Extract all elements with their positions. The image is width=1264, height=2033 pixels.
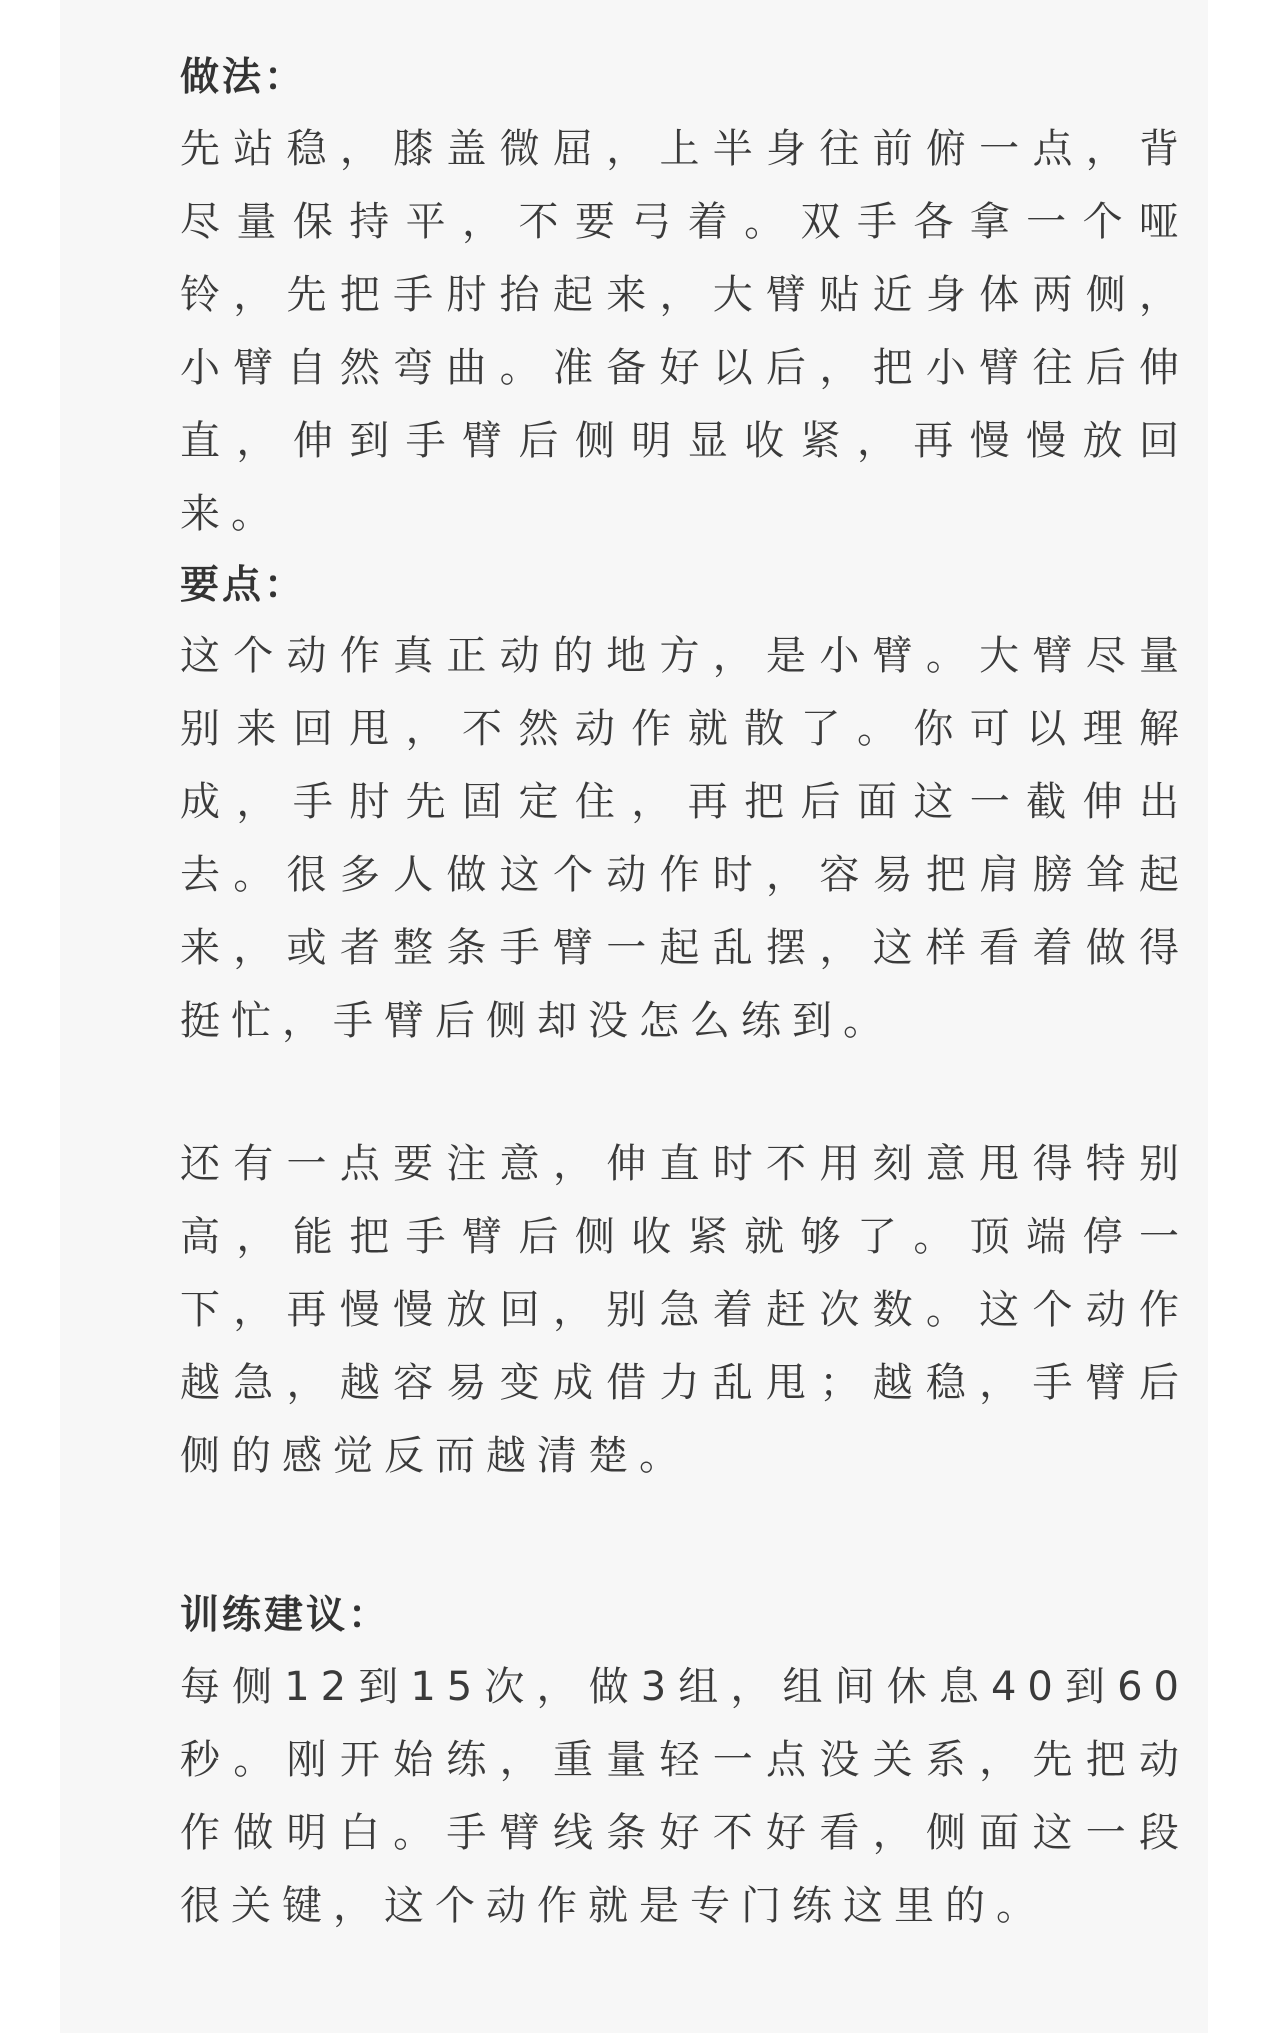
method-paragraph: 先站稳，膝盖微屈，上半身往前俯一点，背尽量保持平，不要弓着。双手各拿一个哑铃，先把手肘抬起来，大臂贴近身体两侧，小臂自然弯曲。准备好以后，把小臂往后伸直，伸到手臂后侧明显收紧，再慢慢放回来。 (180, 126, 1190, 537)
section-heading-key-points: 要点： (180, 563, 307, 608)
section-heading-method: 做法： (180, 55, 307, 100)
section-heading-training-advice: 训练建议： (180, 1593, 391, 1638)
key-points-paragraph-2: 还有一点要注意，伸直时不用刻意甩得特别高，能把手臂后侧收紧就够了。顶端停一下，再慢慢放回，别急着赶次数。这个动作越急，越容易变成借力乱甩；越稳，手臂后侧的感觉反而越清楚。 (180, 1141, 1190, 1479)
key-points-paragraph-1: 这个动作真正动的地方，是小臂。大臂尽量别来回甩，不然动作就散了。你可以理解成，手肘先固定住，再把后面这一截伸出去。很多人做这个动作时，容易把肩膀耸起来，或者整条手臂一起乱摆，这样看着做得挺忙，手臂后侧却没怎么练到。 (180, 633, 1190, 1044)
training-advice-paragraph: 每侧12到15次，做3组，组间休息40到60秒。刚开始练，重量轻一点没关系，先把动作做明白。手臂线条好不好看，侧面这一段很关键，这个动作就是专门练这里的。 (180, 1664, 1190, 1929)
article-card (60, 0, 1208, 2033)
